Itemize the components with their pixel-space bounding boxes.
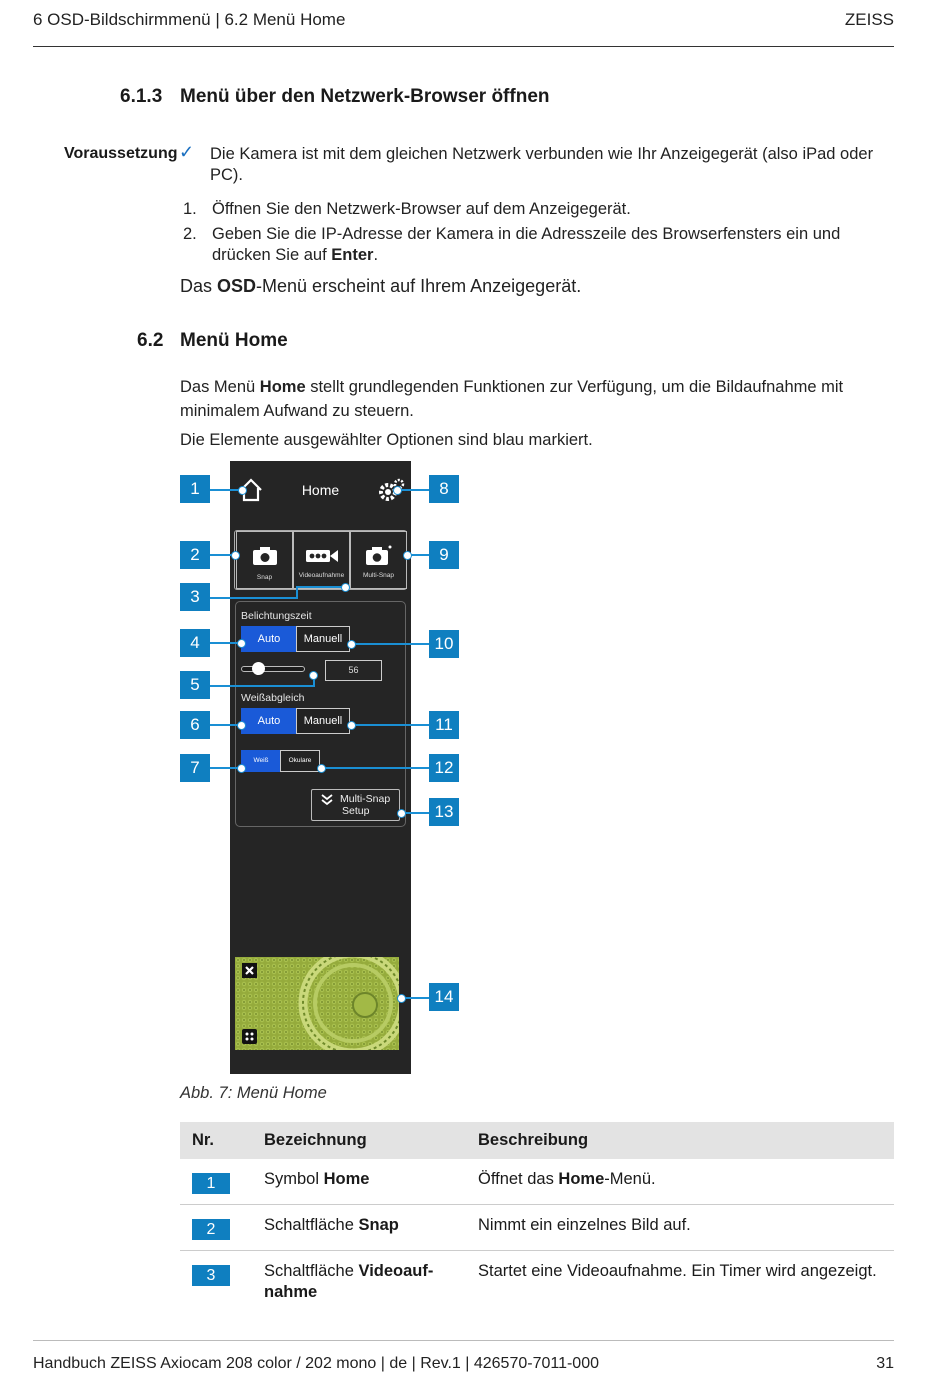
table-row (180, 1205, 894, 1251)
camera-icon (252, 546, 278, 566)
row-name: Schaltfläche Snap (252, 1205, 466, 1251)
row-desc: Startet eine Videoaufnahme. Ein Timer wird angezeigt. (478, 1262, 877, 1280)
snap-button[interactable] (236, 531, 293, 589)
osd-title: Home (301, 482, 340, 498)
leader-line-3-v (296, 587, 298, 599)
leader-dot-4 (237, 639, 246, 648)
callout-1: 1 (180, 475, 210, 503)
section-number-62: 6.2 (137, 330, 164, 351)
checkmark-icon: ✓ (179, 142, 195, 162)
element-table (180, 1122, 894, 1313)
row-name: Symbol Home (252, 1159, 466, 1205)
capture-button-group (234, 530, 407, 590)
leader-dot-11 (347, 721, 356, 730)
leader-dot-10 (347, 640, 356, 649)
table-header-row (180, 1122, 894, 1159)
leader-line-3-h2 (296, 586, 344, 588)
result-text: Das OSD-Menü erscheint auf Ihrem Anzeigegerät. (180, 276, 582, 296)
leader-dot-13 (397, 809, 406, 818)
footer-left: Handbuch ZEISS Axiocam 208 color / 202 mono | de | Rev.1 | 426570-7011-000 (33, 1355, 599, 1372)
exposure-label: Belichtungszeit (241, 610, 312, 622)
video-camera-icon (305, 548, 339, 564)
microscope-image (235, 957, 399, 1050)
leader-dot-2 (231, 551, 240, 560)
multi-snap-label: Multi-Snap (362, 572, 395, 579)
multi-snap-setup-line2: Setup (342, 805, 370, 817)
callout-11: 11 (429, 711, 459, 739)
step-number-1: 1. (183, 200, 197, 218)
leader-line-3 (210, 597, 298, 599)
callout-6: 6 (180, 711, 210, 739)
callout-10: 10 (429, 630, 459, 658)
leader-line-13 (402, 812, 430, 814)
prerequisite-text: Die Kamera ist mit dem gleichen Netzwerk verbunden wie Ihr Anzeigegerät (also iPad oder PC). (210, 145, 874, 184)
col-header-nr: Nr. (180, 1122, 252, 1159)
live-image-preview[interactable] (235, 957, 399, 1050)
leader-line-10 (352, 643, 430, 645)
callout-8: 8 (429, 475, 459, 503)
wb-white-button[interactable]: Weiß (241, 750, 281, 772)
leader-dot-3 (341, 583, 350, 592)
exposure-manual-button[interactable]: Manuell (296, 626, 350, 652)
callout-12: 12 (429, 754, 459, 782)
leader-dot-14 (397, 994, 406, 1003)
running-header-left: 6 OSD-Bildschirmmenü | 6.2 Menü Home (33, 10, 346, 29)
intro-paragraph-2: Die Elemente ausgewählter Optionen sind blau markiert. (180, 431, 593, 449)
exposure-slider-handle[interactable] (252, 662, 265, 675)
wb-auto-button[interactable]: Auto (241, 708, 297, 734)
callout-4: 4 (180, 629, 210, 657)
row-number-badge: 1 (192, 1173, 230, 1194)
multi-snap-setup-line1: Multi-Snap (340, 793, 391, 805)
row-desc: Nimmt ein einzelnes Bild auf. (466, 1205, 894, 1251)
table-row (180, 1159, 894, 1205)
wb-manual-button[interactable]: Manuell (296, 708, 350, 734)
multi-snap-button[interactable] (350, 531, 407, 589)
section-number-613: 6.1.3 (120, 86, 163, 107)
wb-eyepieces-button[interactable]: Okulare (280, 750, 320, 772)
video-label: Videoaufnahme (298, 572, 345, 579)
leader-dot-7 (237, 764, 246, 773)
callout-9: 9 (429, 541, 459, 569)
figure-caption: Abb. 7: Menü Home (180, 1084, 327, 1102)
leader-line-14 (402, 997, 430, 999)
close-preview-icon[interactable] (242, 963, 257, 978)
row-desc: Öffnet das Home-Menü. (466, 1159, 894, 1205)
leader-dot-5 (309, 671, 318, 680)
callout-7: 7 (180, 754, 210, 782)
row-name: Schaltfläche Videoauf-nahme (264, 1262, 434, 1301)
callout-3: 3 (180, 583, 210, 611)
exposure-slider[interactable] (241, 666, 305, 672)
leader-line-5 (210, 685, 314, 687)
leader-dot-8 (393, 486, 402, 495)
row-number-badge: 2 (192, 1219, 230, 1240)
section-title-62: Menü Home (180, 330, 288, 351)
fullscreen-preview-icon[interactable] (242, 1029, 257, 1044)
callout-5: 5 (180, 671, 210, 699)
row-number-badge: 3 (192, 1265, 230, 1286)
leader-line-11 (352, 724, 430, 726)
leader-dot-12 (317, 764, 326, 773)
prerequisite-label: Voraussetzung (64, 145, 178, 162)
col-header-desc: Beschreibung (466, 1122, 894, 1159)
double-chevron-down-icon (320, 794, 334, 806)
leader-line-8 (398, 489, 430, 491)
leader-dot-9 (403, 551, 412, 560)
exposure-value-field[interactable]: 56 (325, 660, 382, 681)
callout-2: 2 (180, 541, 210, 569)
callout-13: 13 (429, 798, 459, 826)
header-rule (33, 46, 894, 47)
col-header-name: Bezeichnung (252, 1122, 466, 1159)
multi-snap-setup-button[interactable] (311, 789, 400, 821)
section-title-613: Menü über den Netzwerk-Browser öffnen (180, 86, 550, 107)
step-text-2: Geben Sie die IP-Adresse der Kamera in die Adresszeile des Browserfensters ein und drücken Sie auf Enter. (212, 225, 841, 264)
step-number-2: 2. (183, 225, 197, 243)
running-header-brand: ZEISS (844, 10, 894, 29)
page-number: 31 (876, 1355, 894, 1372)
snap-label: Snap (256, 574, 273, 581)
intro-paragraph: Das Menü Home stellt grundlegenden Funktionen zur Verfügung, um die Bildaufnahme mit minimalem Aufwand zu steuern. (180, 378, 844, 420)
leader-dot-1 (238, 486, 247, 495)
callout-14: 14 (429, 983, 459, 1011)
video-record-button[interactable] (293, 531, 350, 589)
exposure-auto-button[interactable]: Auto (241, 626, 297, 652)
table-row (180, 1251, 894, 1314)
leader-dot-6 (237, 721, 246, 730)
footer-rule (33, 1340, 894, 1341)
multi-snap-camera-icon (365, 544, 393, 566)
step-text-1: Öffnen Sie den Netzwerk-Browser auf dem Anzeigegerät. (212, 200, 631, 218)
leader-line-12 (322, 767, 430, 769)
white-balance-label: Weißabgleich (241, 692, 305, 704)
